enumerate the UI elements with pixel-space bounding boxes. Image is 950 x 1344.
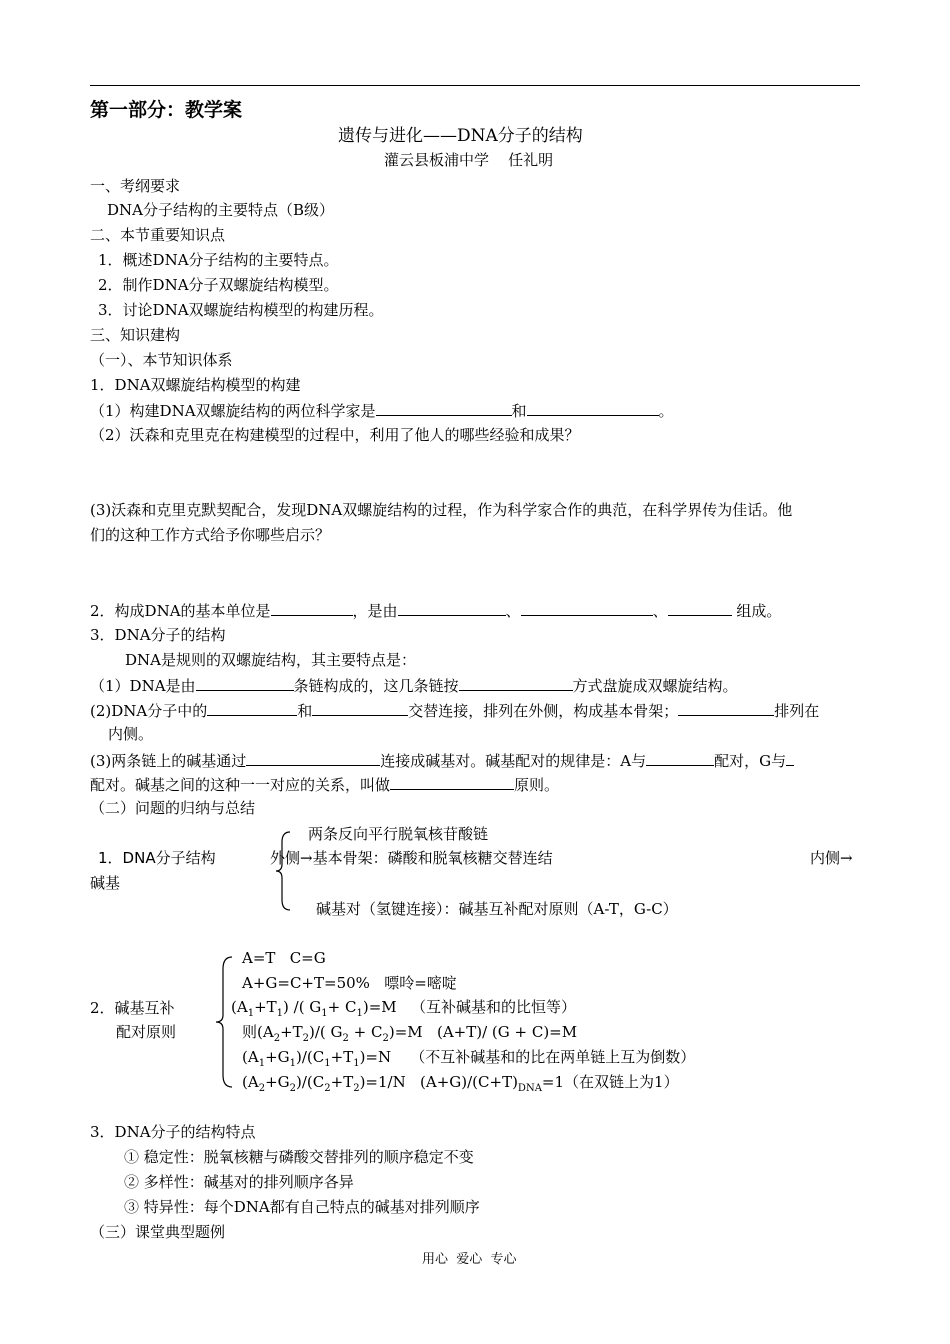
question-text: 连接成碱基对。碱基配对的规律是：A与: [380, 752, 647, 770]
question-text: 方式盘旋成双螺旋结构。: [572, 677, 738, 695]
answer-blank[interactable]: [668, 600, 732, 616]
question-text: 。: [658, 402, 674, 420]
summary-2-label: 2．碱基互补: [90, 999, 175, 1017]
formula-line: A=T C=G: [242, 949, 326, 967]
answer-blank[interactable]: [271, 600, 353, 616]
question-text: 和: [297, 702, 313, 720]
question-3-3-cont: [90, 774, 559, 795]
section-1-heading: 一、考纲要求: [90, 177, 181, 195]
formula-note: （不互补碱基和的比在两单链上互为倒数）: [410, 1048, 696, 1066]
answer-blank[interactable]: [376, 400, 512, 416]
summary-1-outer: 外侧→基本骨架：磷酸和脱氧核糖交替连结: [270, 849, 553, 867]
answer-blank[interactable]: [521, 600, 653, 616]
answer-blank[interactable]: [646, 750, 714, 766]
answer-blank[interactable]: [678, 700, 774, 716]
question-1-2: （2）沃森和克里克在构建模型的过程中，利用了他人的哪些经验和成果？: [90, 426, 580, 444]
question-text: （1）DNA是由: [90, 677, 196, 695]
subsection-3-heading: （三）课堂典型题例: [90, 1223, 226, 1241]
question-text: 、: [652, 602, 668, 620]
question-text: (2)DNA分子中的: [90, 702, 208, 720]
section-2-item: 2．制作DNA分子双螺旋结构模型。: [98, 276, 339, 294]
formula-line: $(A_2+G_2)/(C_2+T_2)=1/N$ $(A+G)/(C+T)_{DNA}=1$（在双链上为1）: [242, 1073, 679, 1094]
formula-line: A+G=C+T=50% 嘌呤=嘧啶: [242, 974, 457, 992]
summary-1-inner: 内侧→: [810, 849, 853, 867]
answer-blank[interactable]: [786, 750, 794, 766]
answer-blank[interactable]: [390, 774, 514, 790]
question-text: 交替连接，排列在外侧，构成基本骨架；: [408, 702, 679, 720]
question-1-heading: 1．DNA双螺旋结构模型的构建: [90, 376, 301, 394]
question-3-3: [90, 750, 794, 771]
question-1-3-cont: 们的这种工作方式给予你哪些启示？: [90, 526, 331, 544]
section-1-item: DNA分子结构的主要特点（B级）: [107, 201, 335, 219]
question-text: 组成。: [731, 602, 782, 620]
doc-title: 遗传与进化——DNA分子的结构: [338, 126, 583, 146]
question-3-2-cont: 内侧。: [108, 725, 154, 743]
question-3-1: [90, 675, 738, 696]
summary-2-label-cont: 配对原则: [116, 1023, 177, 1041]
formula-note: (A+T)/ (G + C)=M: [436, 1023, 578, 1041]
question-text: 条链构成的，这几条链按: [293, 677, 459, 695]
answer-blank[interactable]: [527, 400, 659, 416]
question-3-intro: DNA是规则的双螺旋结构，其主要特点是：: [125, 651, 416, 669]
question-3-2: [90, 700, 819, 721]
formula-line: $(A_1+T_1)$ /( $G_1+ C_1)=M$ （互补碱基和的比恒等）: [231, 998, 576, 1019]
question-text: 、: [505, 602, 521, 620]
section-2-heading: 二、本节重要知识点: [90, 226, 226, 244]
summary-3-heading: 3．DNA分子的结构特点: [90, 1123, 256, 1141]
question-text: 配对。碱基之间的这种一一对应的关系，叫做: [90, 776, 391, 794]
answer-blank[interactable]: [246, 750, 380, 766]
summary-1-top: 两条反向平行脱氧核苷酸链: [308, 825, 489, 843]
answer-blank[interactable]: [459, 675, 573, 691]
question-1-3: (3)沃森和克里克默契配合，发现DNA双螺旋结构的过程，作为科学家合作的典范，在科学界传为佳话。他: [90, 501, 793, 519]
formula-note: （互补碱基和的比恒等）: [410, 998, 576, 1016]
formula-line: $(A_1+G_1)/(C_1+T_1)=N$ （不互补碱基和的比在两单链上互为倒数）: [242, 1048, 696, 1069]
question-text: (3)两条链上的碱基通过: [90, 752, 247, 770]
question-text: 和: [511, 402, 527, 420]
summary-3-item: ③ 特异性：每个DNA都有自己特点的碱基对排列顺序: [124, 1198, 480, 1216]
left-brace-icon: [274, 830, 292, 912]
summary-3-item: ② 多样性：碱基对的排列顺序各异: [124, 1173, 354, 1191]
part-title: 第一部分：教学案: [90, 99, 243, 121]
answer-blank[interactable]: [312, 700, 408, 716]
section-3-heading: 三、知识建构: [90, 326, 181, 344]
section-2-item: 1．概述DNA分子结构的主要特点。: [98, 251, 339, 269]
question-text: ，是由: [352, 602, 398, 620]
question-2: [90, 600, 781, 621]
question-text: 2．构成DNA的基本单位是: [90, 602, 271, 620]
summary-3-item: ① 稳定性：脱氧核糖与磷酸交替排列的顺序稳定不变: [124, 1148, 474, 1166]
answer-blank[interactable]: [196, 675, 294, 691]
subsection-1-heading: （一）、本节知识体系: [90, 351, 233, 369]
section-2-item: 3．讨论DNA双螺旋结构模型的构建历程。: [98, 301, 384, 319]
answer-blank[interactable]: [398, 600, 506, 616]
question-text: 配对，G与: [714, 752, 787, 770]
question-text: 排列在: [774, 702, 820, 720]
subsection-2-heading: （二）问题的归纳与总结: [90, 799, 256, 817]
summary-1-base: 碱基: [90, 874, 121, 892]
summary-1-label: 1．DNA分子结构: [98, 849, 216, 867]
summary-1-bottom: 碱基对（氢键连接）：碱基互补配对原则（A-T，G-C）: [316, 900, 678, 918]
header-rule: [90, 85, 860, 86]
page-footer: 用心 爱心 专心: [422, 1252, 517, 1267]
question-text: 原则。: [514, 776, 560, 794]
question-3-heading: 3．DNA分子的结构: [90, 626, 226, 644]
author: 灌云县板浦中学 任礼明: [384, 151, 554, 169]
answer-blank[interactable]: [207, 700, 297, 716]
formula-note: （在双链上为1）: [564, 1073, 679, 1091]
question-1-1: [90, 400, 674, 421]
question-text: （1）构建DNA双螺旋结构的两位科学家是: [90, 402, 376, 420]
formula-line: 则$(A_2+T_2)/$( $G_2 + C_2)=M$ (A+T)/ (G + C)=M: [242, 1023, 578, 1044]
